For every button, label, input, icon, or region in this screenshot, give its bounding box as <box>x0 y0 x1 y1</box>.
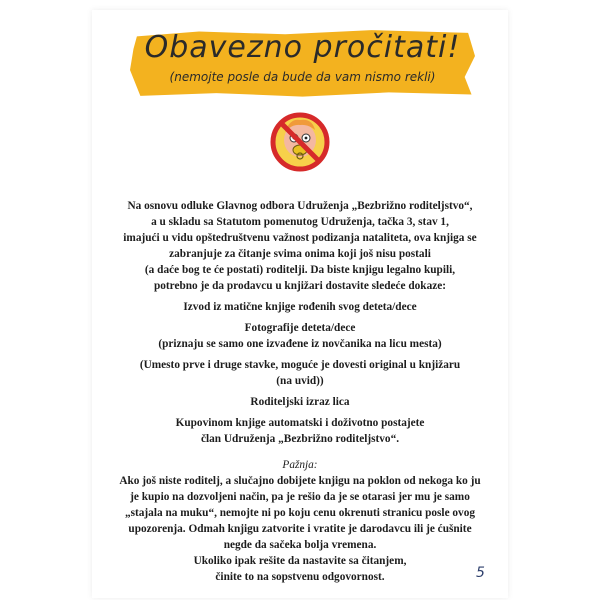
membership-note: Kupovinom knjige automatski i doživotno postajete član Udruženja „Bezbrižno roditeljstvo“. <box>175 417 425 445</box>
requirement-item-4: Roditeljski izraz lica <box>250 396 350 408</box>
page-subtitle: (nemojte posle da bude da vam nismo rekli) <box>169 70 436 84</box>
no-baby-icon <box>268 110 332 174</box>
requirement-item-2: Fotografije deteta/dece (priznaju se samo one izvađene iz novčanika na licu mesta) <box>158 322 442 350</box>
requirement-item-3: (Umesto prve i druge stavke, moguće je dovesti original u knjižaru (na uvid)) <box>139 359 461 387</box>
page-number: 5 <box>476 565 485 581</box>
page-title: Obavezno pročitati! <box>144 30 461 65</box>
notice-text <box>110 198 490 590</box>
attention-paragraph: Ako još niste roditelj, a slučajno dobijete knjigu na poklon od nekoga ko ju je kupio na dozvoljeni način, pa je rešio da je se otarasi jer mu je samo „stajala na muku“, nemojte ni po koju cenu okrenuti stranicu posle ovog upozorenja. Odmah knjigu zatvorite i vratite je darodavcu ili je ćušnite negde da sačeka bolja vremena. Ukoliko ipak rešite da nastavite sa čitanjem, činite to na sopstvenu odgovornost. <box>119 475 481 583</box>
attention-label: Pažnja: <box>282 459 318 471</box>
requirement-item-1: Izvod iz matične knjige rođenih svog deteta/dece <box>183 301 417 313</box>
intro-paragraph: Na osnovu odluke Glavnog odbora Udruženja „Bezbrižno roditeljstvo“, a u skladu sa Statutom pomenutog Udruženja, tačka 3, stav 1, imajući u vidu opštedruštvenu važnost podizanja nataliteta, ova knjiga se zabranjuje za čitanje svima onima koji još nisu postali (a daće bog te će postati) roditelji. Da biste knjigu legalno kupili, potrebno je da prodavcu u knjižari dostavite sledeće dokaze: <box>123 200 477 292</box>
